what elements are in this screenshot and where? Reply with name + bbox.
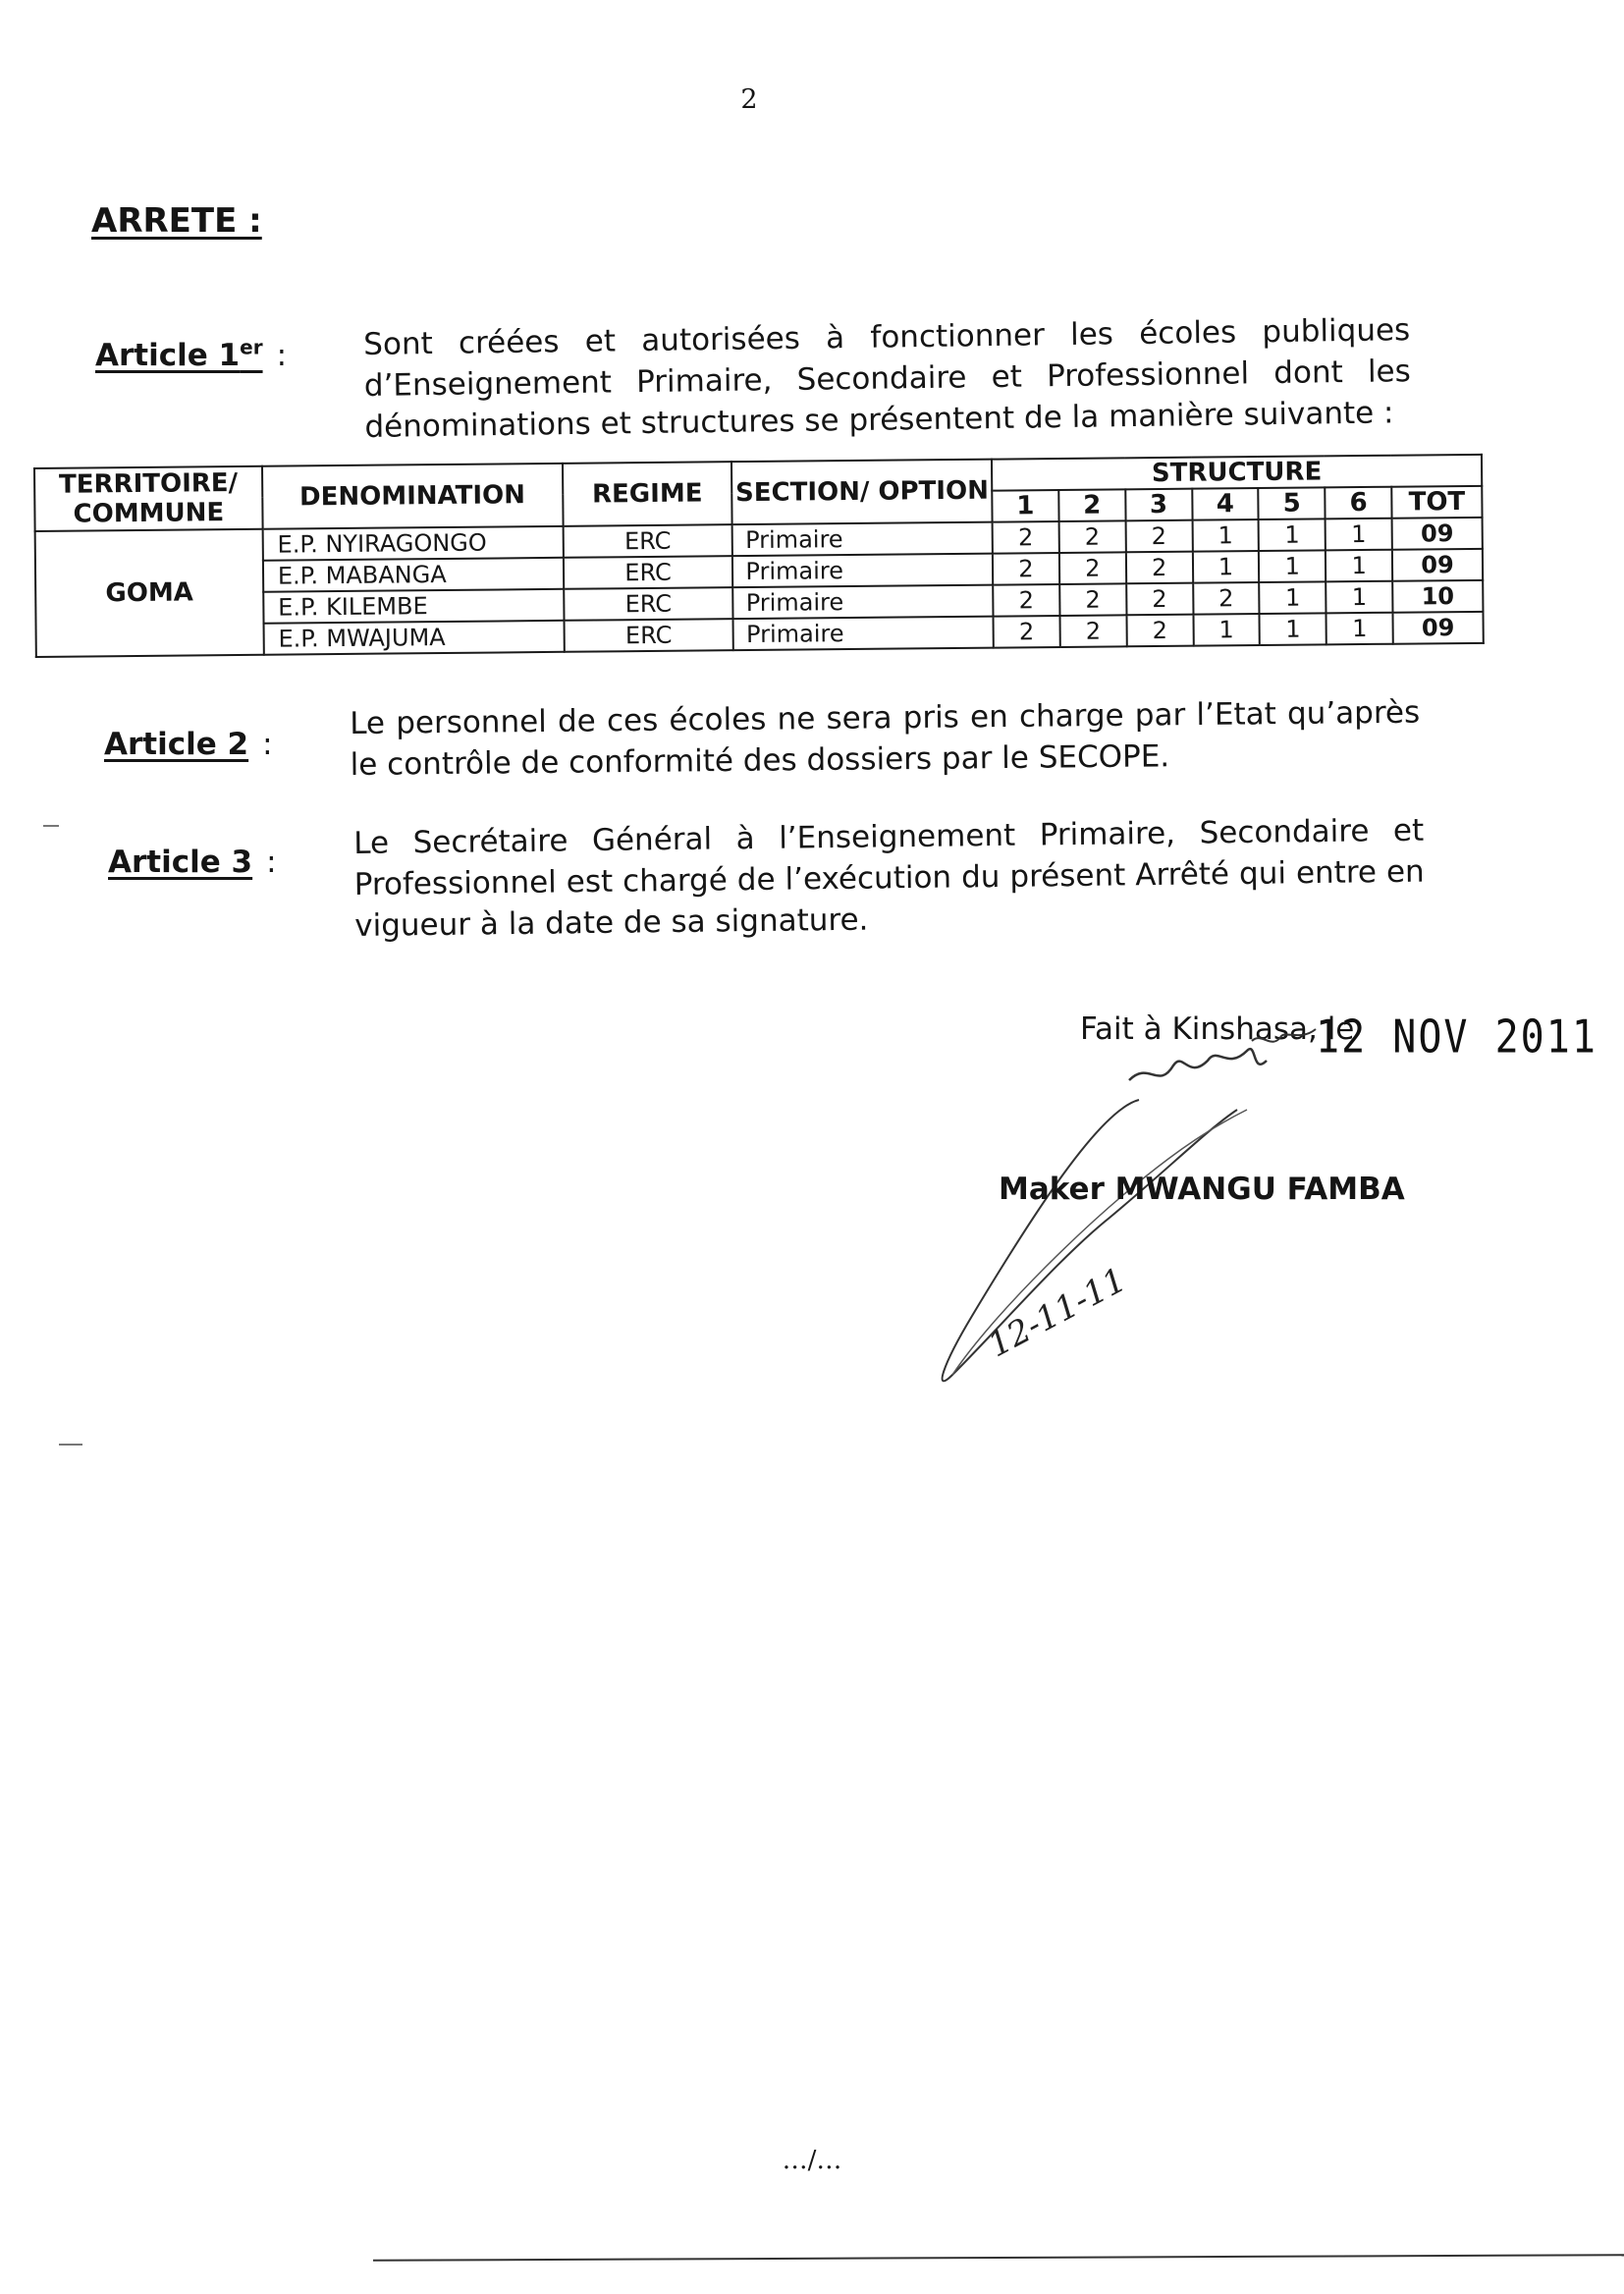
article-1-text: Sont créées et autorisées à fonctionner les écoles publiques d’Enseignement Primaire, Secondaire et Professionnel dont les dénominations et structures se présentent de la manière suivante : xyxy=(363,312,1412,445)
structure-cell: 2 xyxy=(994,616,1060,648)
article-3-text: Le Secrétaire Général à l’Enseignement Primaire, Secondaire et Professionnel est chargé de l’exécution du présent Arrêté qui entre en vigueur à la date de sa signature. xyxy=(353,812,1425,944)
article-2-label-text: Article 2 xyxy=(104,727,249,762)
schools-table-wrapper xyxy=(33,454,1485,658)
scan-artifact-dash xyxy=(59,1444,82,1446)
structure-cell: 2 xyxy=(1193,582,1260,615)
structure-cell: 2 xyxy=(1058,520,1125,553)
header-regime: REGIME xyxy=(563,462,732,526)
section-cell: Primaire xyxy=(733,617,994,651)
signature-stroke xyxy=(1252,1029,1316,1042)
date-stamp: 12 NOV 2011 xyxy=(1316,1011,1597,1064)
article-1-label xyxy=(95,336,287,373)
structure-cell: 1 xyxy=(1259,519,1326,551)
scan-artifact-dash xyxy=(43,825,59,827)
header-territoire: TERRITOIRE/ COMMUNE xyxy=(34,466,262,531)
section-cell: Primaire xyxy=(732,554,993,588)
header-structure-4: 4 xyxy=(1192,488,1259,520)
total-cell: 09 xyxy=(1392,518,1483,550)
regime-cell: ERC xyxy=(563,524,732,558)
header-structure-total: TOT xyxy=(1391,486,1482,519)
article-2-label xyxy=(104,727,273,762)
article-3-colon: : xyxy=(266,845,277,880)
structure-cell: 1 xyxy=(1326,613,1393,645)
structure-cell: 1 xyxy=(1259,550,1326,582)
regime-cell: ERC xyxy=(564,556,733,589)
structure-cell: 2 xyxy=(1126,552,1193,584)
structure-cell: 2 xyxy=(993,584,1059,617)
header-denomination: DENOMINATION xyxy=(262,464,563,529)
header-structure-5: 5 xyxy=(1259,487,1326,519)
structure-cell: 1 xyxy=(1326,550,1392,582)
signature-mark xyxy=(913,1021,1375,1453)
signing-place: Fait à Kinshasa, le xyxy=(1080,1011,1355,1047)
structure-cell: 2 xyxy=(1126,583,1193,616)
article-1-label-sup: er xyxy=(240,336,263,359)
structure-cell: 1 xyxy=(1192,519,1259,552)
continuation-mark: …/… xyxy=(782,2146,842,2175)
article-2-colon: : xyxy=(262,727,273,762)
school-name: E.P. MABANGA xyxy=(263,558,564,592)
section-cell: Primaire xyxy=(732,522,993,557)
structure-cell: 2 xyxy=(1059,552,1126,584)
header-structure-1: 1 xyxy=(992,490,1058,522)
section-cell: Primaire xyxy=(733,585,994,620)
article-2-text: Le personnel de ces écoles ne sera pris en charge par l’Etat qu’après le contrôle de conformité des dossiers par le SECOPE. xyxy=(350,694,1421,783)
structure-cell: 1 xyxy=(1326,519,1392,551)
article-1-label-text: Article 1 xyxy=(95,338,241,374)
total-cell: 10 xyxy=(1392,580,1483,613)
header-structure-3: 3 xyxy=(1125,489,1192,521)
regime-cell: ERC xyxy=(564,619,733,652)
structure-cell: 1 xyxy=(1193,614,1260,646)
structure-cell: 2 xyxy=(1059,583,1126,616)
article-3-label-text: Article 3 xyxy=(108,845,253,880)
total-cell: 09 xyxy=(1393,612,1484,644)
total-cell: 09 xyxy=(1392,549,1483,581)
structure-cell: 1 xyxy=(1260,613,1326,645)
signatory-name: Maker MWANGU FAMBA xyxy=(999,1172,1405,1207)
structure-cell: 1 xyxy=(1192,551,1259,583)
school-name: E.P. MWAJUMA xyxy=(263,621,564,655)
signature-stroke xyxy=(1129,1049,1267,1080)
structure-cell: 2 xyxy=(1125,520,1192,553)
decree-heading: ARRETE : xyxy=(91,201,262,241)
header-structure: STRUCTURE xyxy=(992,455,1482,491)
structure-cell: 1 xyxy=(1260,581,1326,614)
regime-cell: ERC xyxy=(564,587,733,621)
article-3-label xyxy=(108,845,277,880)
school-name: E.P. NYIRAGONGO xyxy=(262,526,563,561)
header-structure-6: 6 xyxy=(1325,487,1391,519)
header-structure-2: 2 xyxy=(1058,489,1125,521)
page-number: 2 xyxy=(740,84,758,115)
structure-cell: 2 xyxy=(1059,615,1126,647)
schools-table xyxy=(33,454,1485,658)
structure-cell: 2 xyxy=(993,521,1059,554)
scan-artifact-line xyxy=(373,2254,1624,2262)
structure-cell: 2 xyxy=(1126,615,1193,647)
structure-cell: 2 xyxy=(993,553,1059,585)
handwritten-date: 12-11-11 xyxy=(982,1260,1133,1366)
structure-cell: 1 xyxy=(1326,581,1392,614)
header-section-option: SECTION/ OPTION xyxy=(731,460,992,525)
article-1-colon: : xyxy=(276,338,288,374)
school-name: E.P. KILEMBE xyxy=(263,589,564,624)
commune-cell: GOMA xyxy=(35,529,264,657)
